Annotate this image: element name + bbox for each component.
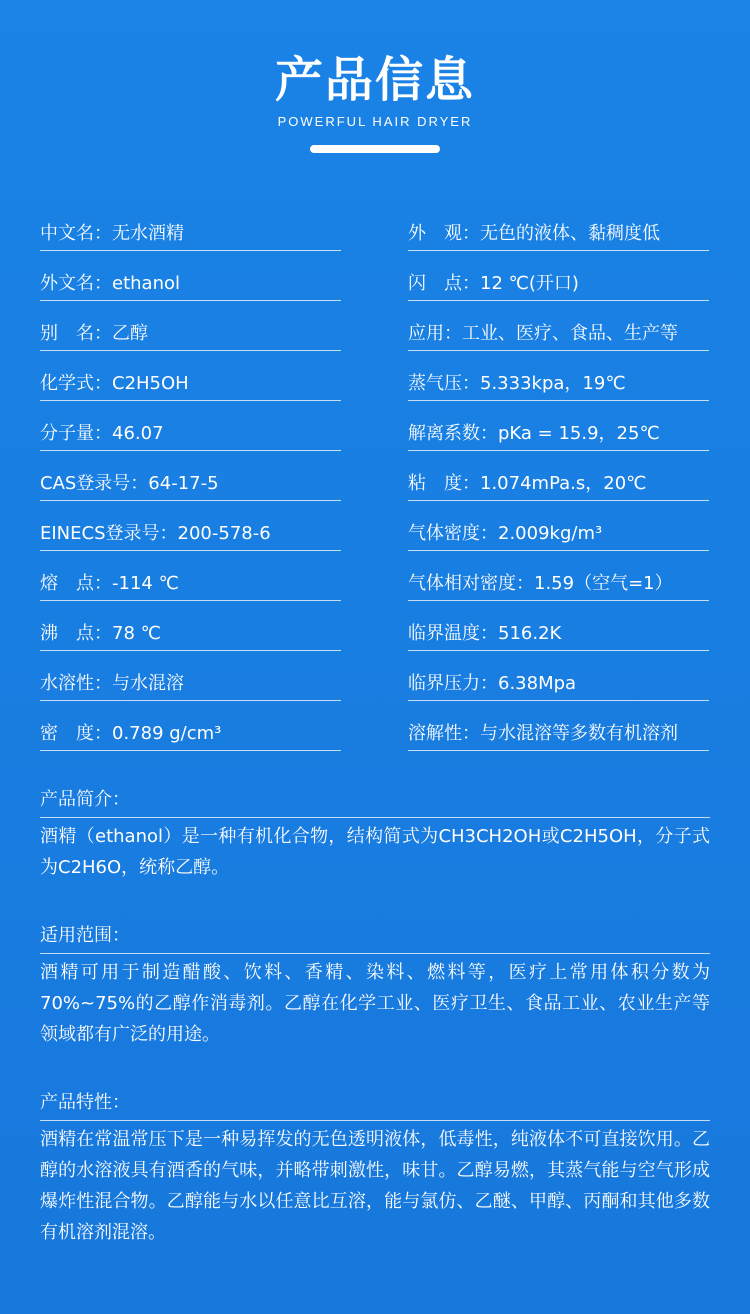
section-intro-body: 酒精（ethanol）是一种有机化合物，结构简式为CH3CH2OH或C2H5OH，分子式为C2H6O，统称乙醇。 [40,826,710,878]
spec-gas-density: 气体密度：2.009kg/m³ [408,523,603,544]
spec-column-right [408,201,709,751]
spec-table [40,201,710,751]
section-features-heading: 产品特性： [40,1088,710,1121]
spec-critical-temperature: 临界温度：516.2K [408,623,562,644]
section-intro [40,785,710,883]
spec-row [408,301,709,351]
spec-foreign-name: 外文名：ethanol [40,273,180,294]
spec-viscosity: 粘 度：1.074mPa.s，20℃ [408,473,647,494]
spec-water-solubility: 水溶性：与水混溶 [40,673,184,694]
spec-divider [40,750,341,751]
spec-cas-number: CAS登录号：64-17-5 [40,473,219,494]
spec-alias: 别 名：乙醇 [40,323,148,344]
spec-row [408,351,709,401]
spec-critical-pressure: 临界压力：6.38Mpa [408,673,577,694]
spec-row [40,251,341,301]
spec-boiling-point: 沸 点：78 ℃ [40,623,161,644]
spec-row [408,651,709,701]
section-usage-heading: 适用范围： [40,921,710,954]
spec-row [408,251,709,301]
section-features [40,1088,710,1248]
section-usage-body: 酒精可用于制造醋酸、饮料、香精、染料、燃料等，医疗上常用体积分数为70%~75%的乙醇作消毒剂。乙醇在化学工业、医疗卫生、食品工业、农业生产等领域都有广泛的用途。 [40,962,710,1045]
spec-row [40,451,341,501]
spec-row [408,451,709,501]
spec-column-left [40,201,341,751]
spec-dissociation-constant: 解离系数：pKa = 15.9，25℃ [408,423,660,444]
spec-row [408,701,709,751]
spec-density: 密 度：0.789 g/cm³ [40,723,222,744]
spec-vapor-pressure: 蒸气压：5.333kpa，19℃ [408,373,626,394]
spec-application: 应用：工业、医疗、食品、生产等 [408,323,678,344]
spec-row [408,501,709,551]
spec-row [40,301,341,351]
section-features-body: 酒精在常温常压下是一种易挥发的无色透明液体，低毒性，纯液体不可直接饮用。乙醇的水溶液具有酒香的气味，并略带刺激性，味甘。乙醇易燃，其蒸气能与空气形成爆炸性混合物。乙醇能与水以任意比互溶，能与氯仿、乙醚、甲醇、丙酮和其他多数有机溶剂混溶。 [40,1129,710,1243]
spec-row [40,201,341,251]
spec-divider [408,750,709,751]
title-underline-bar [310,145,440,153]
spec-molecular-weight: 分子量：46.07 [40,423,164,444]
section-intro-heading: 产品简介： [40,785,710,818]
spec-row [40,651,341,701]
spec-relative-gas-density: 气体相对密度：1.59（空气=1） [408,573,673,594]
spec-row [40,351,341,401]
spec-row [408,201,709,251]
page-header [0,48,750,153]
spec-row [40,601,341,651]
page-subtitle: POWERFUL HAIR DRYER [277,114,473,129]
spec-row [408,551,709,601]
spec-melting-point: 熔 点：-114 ℃ [40,573,179,594]
spec-row [408,601,709,651]
page-title: 产品信息 [274,52,475,108]
spec-chinese-name: 中文名：无水酒精 [40,223,184,244]
spec-row [40,551,341,601]
spec-row [40,401,341,451]
spec-appearance: 外 观：无色的液体、黏稠度低 [408,223,660,244]
spec-row [40,501,341,551]
section-usage [40,921,710,1050]
spec-einecs-number: EINECS登录号：200-578-6 [40,523,271,544]
spec-solubility: 溶解性：与水混溶等多数有机溶剂 [408,723,678,744]
spec-row [40,701,341,751]
spec-row [408,401,709,451]
spec-flash-point: 闪 点：12 ℃(开口) [408,273,579,294]
spec-formula: 化学式：C2H5OH [40,373,189,394]
